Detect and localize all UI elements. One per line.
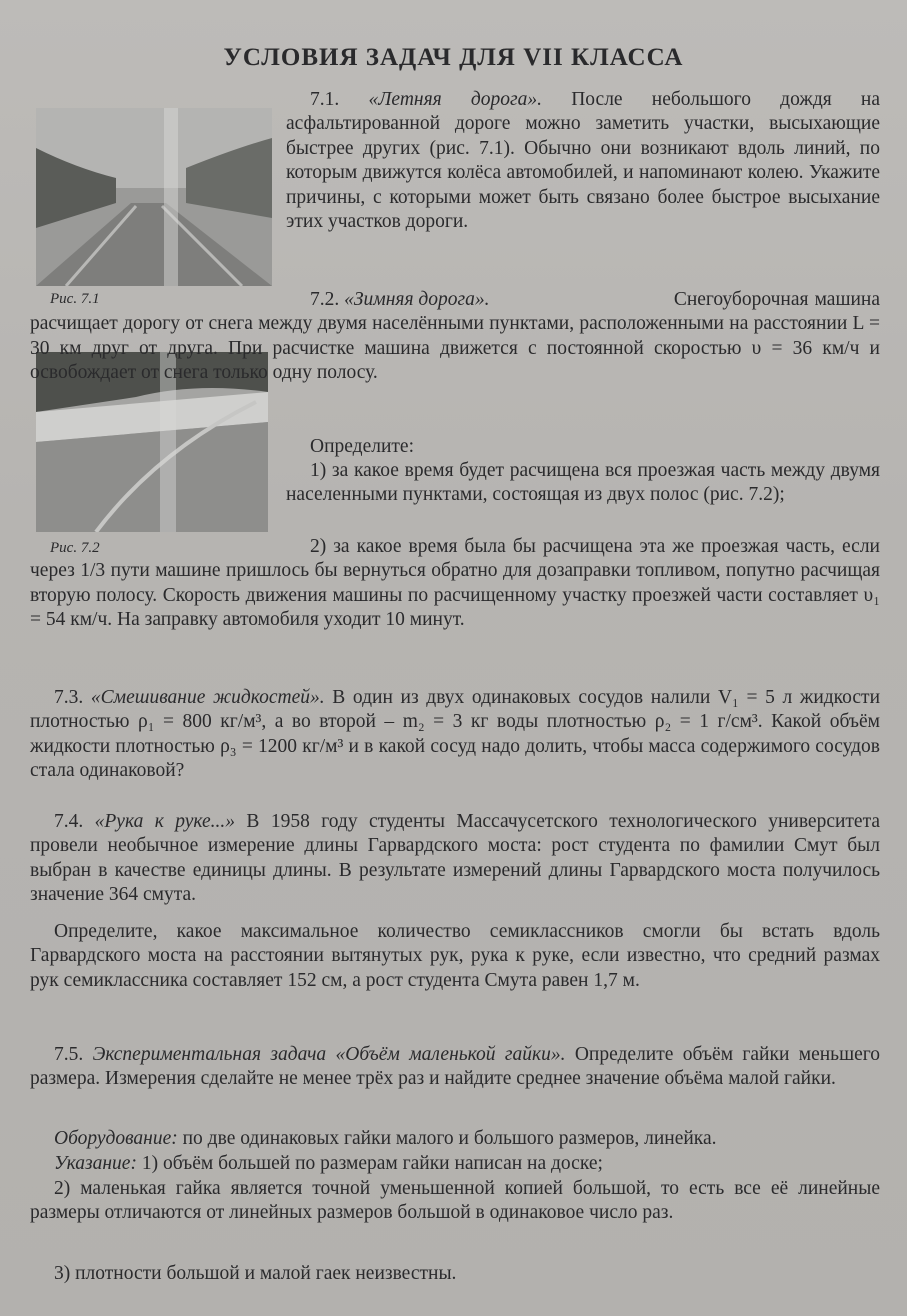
problem-7-2-number: 7.2. (310, 289, 345, 310)
problem-7-4-name: «Рука к руке...» (94, 811, 236, 832)
figure-7-2-caption: Рис. 7.2 (50, 540, 100, 556)
problem-7-5-text: Определите объём гайки меньшего размера. Измерения сделайте не менее трёх раз и найдите среднее значение объёма малой гайки. (30, 1044, 880, 1090)
hint-label: Указание: (54, 1153, 137, 1174)
problem-7-5 (30, 1043, 880, 1092)
problem-7-2-question-2: 2) за какое время была бы расчищена эта же проезжая часть, если через 1/3 пути машине пришлось бы вернуться обратно для дозаправки топливом, попутно расчищая вторую полосу. Скорость движения машины по расчищенному участку проезжей части составляет υ₁ = 54 км/ч. На заправку автомобиля уходит 10 минут. (30, 536, 880, 631)
figure-7-1-road-photo (36, 108, 272, 286)
problem-7-1-text: После небольшого дождя на асфальтированной дороге можно заметить участки, высыхающие быстрее других (рис. 7.1). Обычно они возникают вдоль линий, по которым движутся колёса автомобилей, и напоминают колею. Укажите причины, с которыми может быть связано более быстрое высыхание этих участков дороги. (286, 89, 881, 233)
problem-7-5-hint-3: 3) плотности большой и малой гаек неизвестны. (54, 1263, 457, 1284)
equipment-text: по две одинаковых гайки малого и большого размеров, линейка. (177, 1128, 717, 1149)
page-title: УСЛОВИЯ ЗАДАЧ ДЛЯ VII КЛАССА (223, 44, 684, 71)
problem-7-2-define: Определите: (310, 436, 415, 457)
problem-7-1-number: 7.1. (310, 89, 369, 110)
problem-7-5-number: 7.5. (54, 1044, 93, 1065)
problem-7-4-number: 7.4. (54, 811, 95, 832)
problem-7-2-question-1: 1) за какое время будет расчищена вся проезжая часть между двумя населенными пунктами, состоящая из двух полос (рис. 7.2); (286, 460, 880, 506)
problem-7-2-name: «Зимняя дорога». (344, 289, 490, 310)
problem-7-5-hint-1 (30, 1152, 880, 1176)
problem-7-5-hint-2: 2) маленькая гайка является точной уменьшенной копией большой, то есть все её линейные размеры отличаются от линейных размеров большой в одинаковое число раз. (30, 1178, 880, 1224)
problem-7-4 (30, 810, 880, 908)
problem-7-2-body (30, 288, 880, 386)
problem-7-5-equipment (30, 1127, 880, 1151)
hint-1-text: 1) объём большей по размерам гайки написан на доске; (136, 1153, 603, 1174)
problem-7-3-name: «Смешивание жидкостей». (90, 687, 325, 708)
problem-7-1 (286, 88, 880, 234)
problem-7-5-name: Экспериментальная задача «Объём маленькой гайки». (92, 1044, 566, 1065)
problem-7-3 (30, 686, 880, 784)
problem-7-4-text: В 1958 году студенты Массачусетского технологического университета провели необычное измерение длины Гарвардского моста: рост студента по фамилии Смут был выбран в качестве единицы длины. В результате измерений длины Гарвардского моста получилось значение 364 смута. (30, 811, 881, 906)
problem-7-2-text-a: Снегоуборочная машина расчищает дорогу от снега между двумя населёнными пунктами, расположенными на расстоянии L = 30 км друг от друга. При расчистке машина движется с постоянной скоростью υ = 36 км/ч и освобождает от снега только одну полосу. (30, 289, 881, 384)
figure-7-1-caption: Рис. 7.1 (50, 291, 100, 307)
problem-7-1-name: «Летняя дорога». (368, 89, 543, 110)
equipment-label: Оборудование: (54, 1128, 178, 1149)
problem-7-4-question: Определите, какое максимальное количество семиклассников смогли бы встать вдоль Гарвардского моста на расстоянии вытянутых рук, рука к руке, если известно, что средний размах рук семиклассника составляет 152 см, а рост студента Смута равен 1,7 м. (30, 921, 880, 991)
problem-7-3-number: 7.3. (54, 687, 91, 708)
problem-7-3-text: В один из двух одинаковых сосудов налили V₁ = 5 л жидкости плотностью ρ₁ = 800 кг/м³, а во второй – m₂ = 3 кг воды плотностью ρ₂ = 1 г/см³. Какой объём жидкости плотностью ρ₃ = 1200 кг/м³ и в какой сосуд надо долить, чтобы масса содержимого сосудов стала одинаковой? (30, 687, 881, 782)
